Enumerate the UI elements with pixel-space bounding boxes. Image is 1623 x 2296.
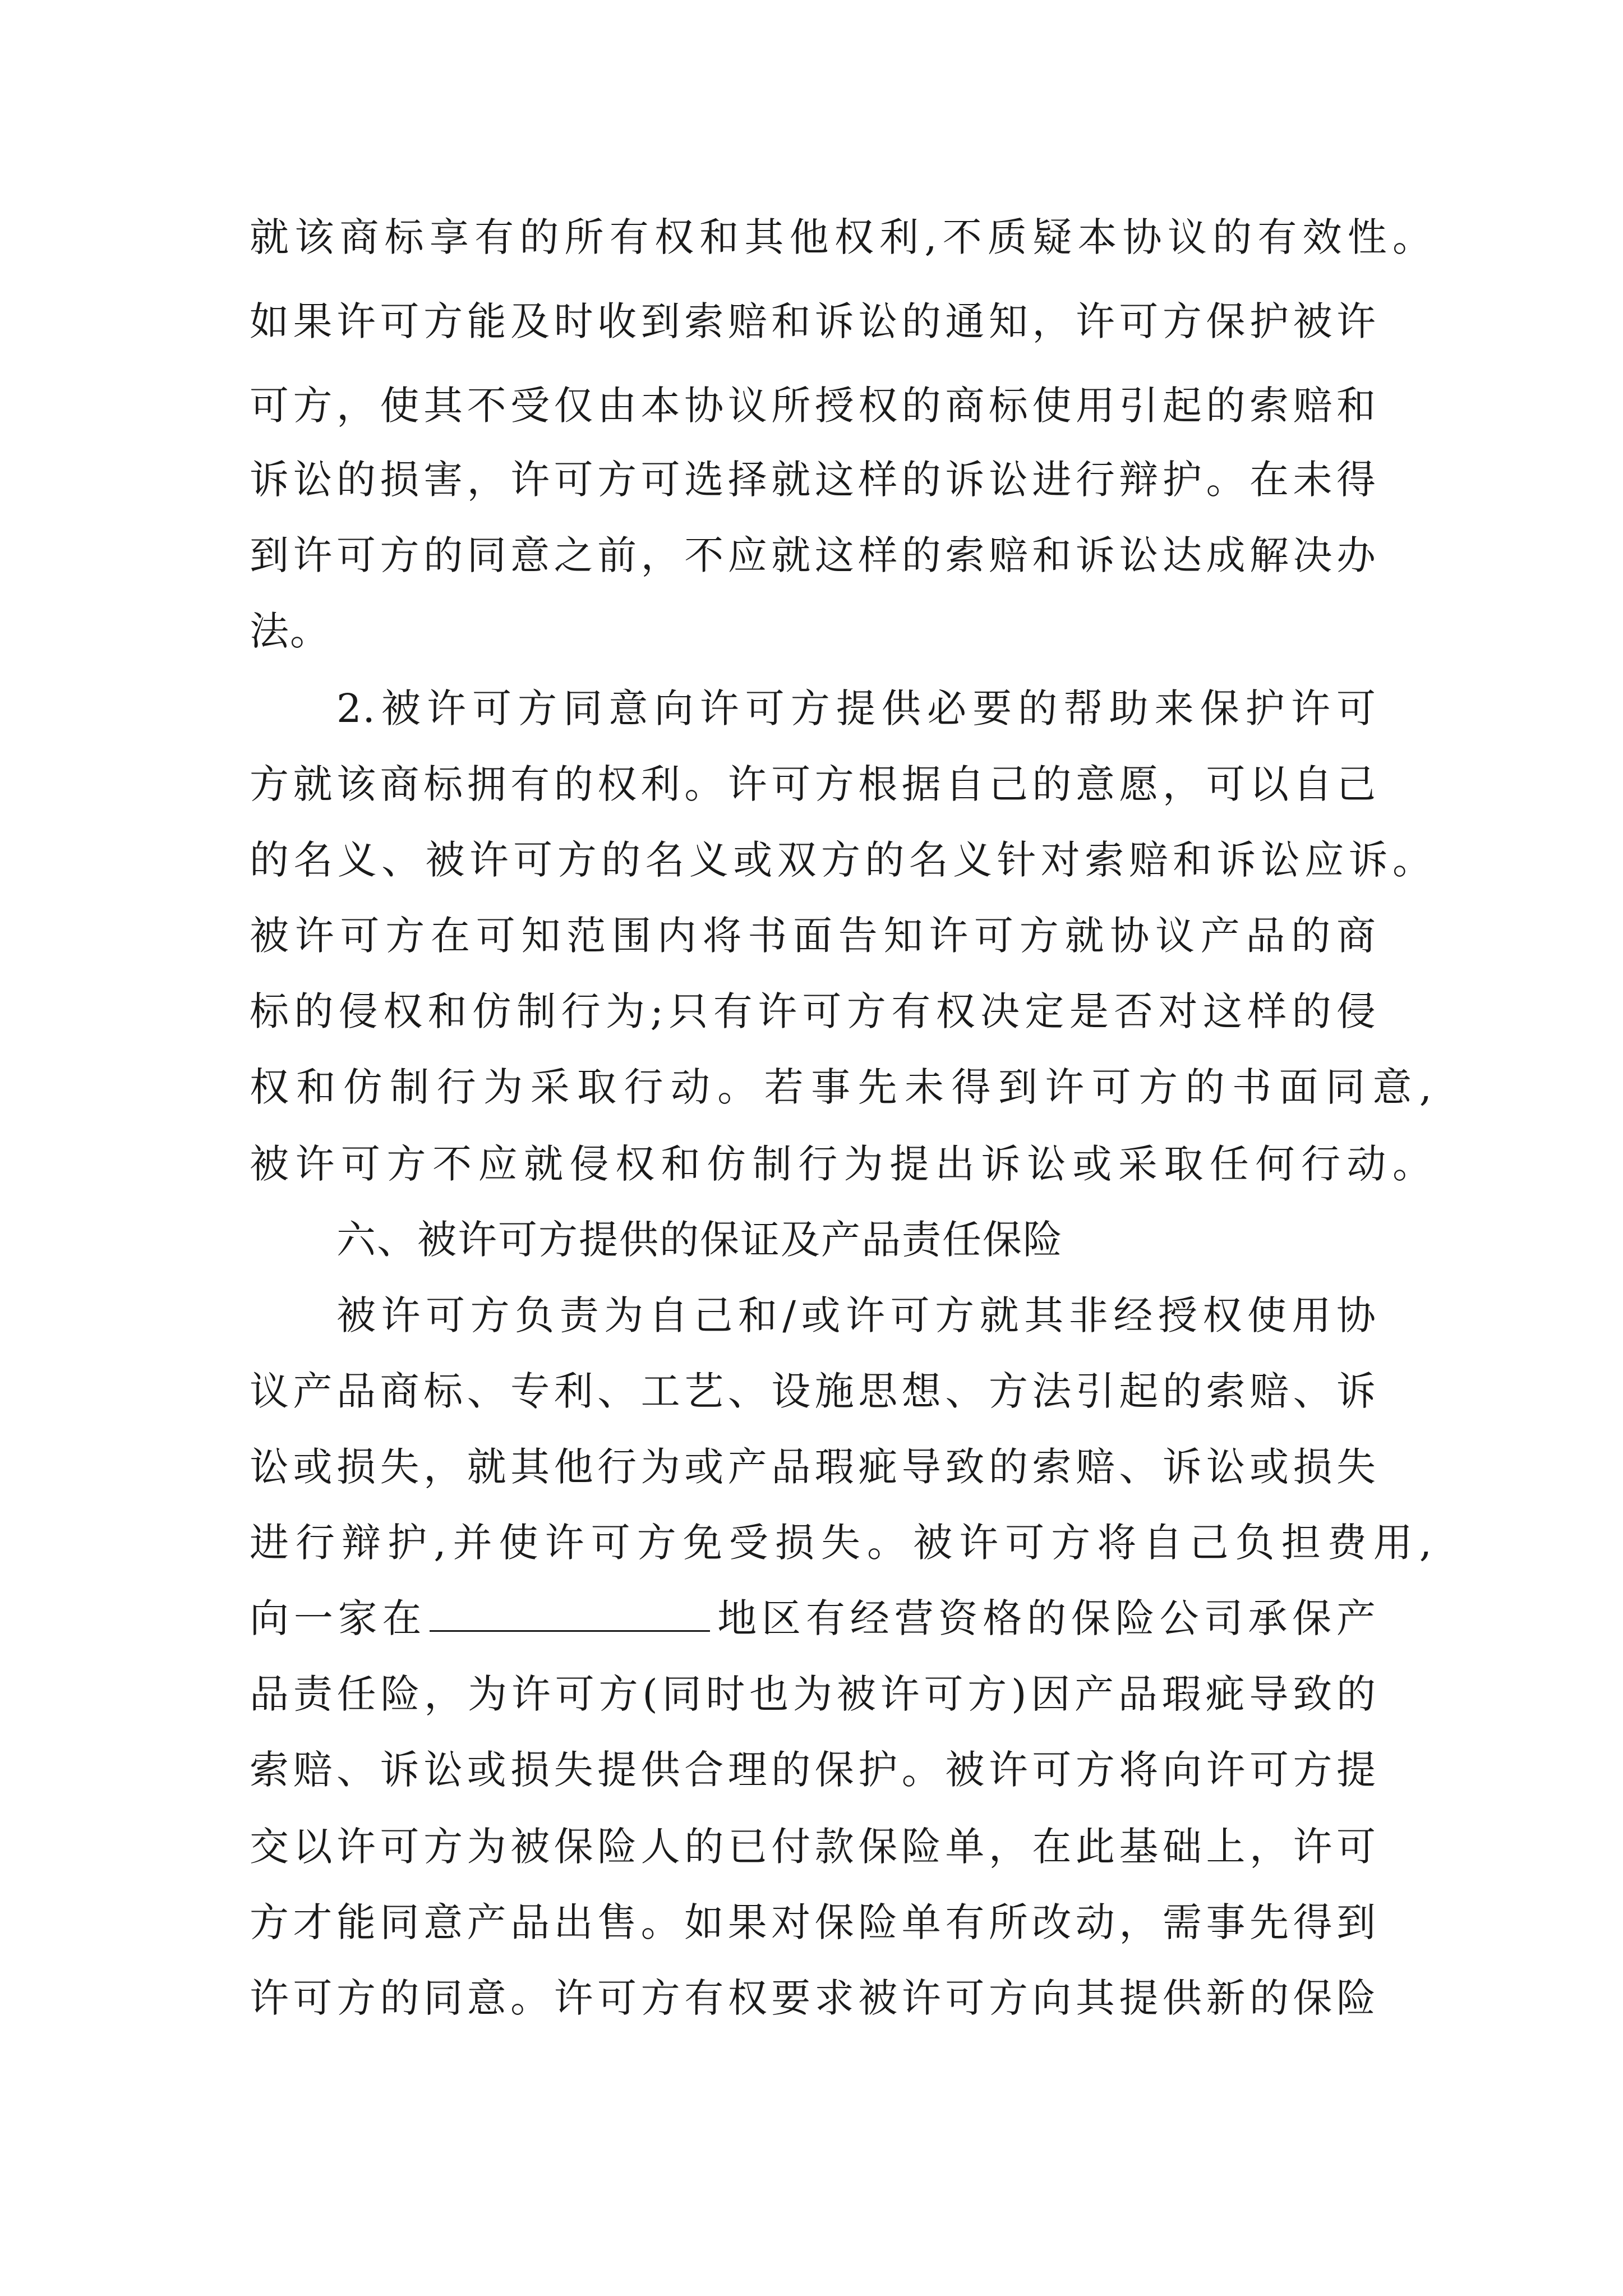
- clause-2-line-5: 标的侵权和仿制行为;只有许可方有权决定是否对这样的侵: [250, 988, 1377, 1034]
- clause-2-line-7: 被许可方不应就侵权和仿制行为提出诉讼或采取任何行动。: [250, 1141, 1433, 1187]
- body-line-2: 如果许可方能及时收到索赔和诉讼的通知，许可方保护被许: [250, 298, 1377, 344]
- body-line-3: 可方，使其不受仅由本协议所授权的商标使用引起的索赔和: [250, 383, 1377, 429]
- section-6-line-8: 交以许可方为被保险人的已付款保险单，在此基础上，许可: [250, 1824, 1377, 1870]
- clause-2-line-1: 2.被许可方同意向许可方提供必要的帮助来保护许可: [336, 685, 1377, 731]
- body-line-5: 到许可方的同意之前，不应就这样的索赔和诉讼达成解决办: [250, 532, 1377, 578]
- section-6-line-7: 索赔、诉讼或损失提供合理的保护。被许可方将向许可方提: [250, 1747, 1377, 1793]
- clause-2-line-2: 方就该商标拥有的权利。许可方根据自己的意愿，可以自己: [250, 761, 1377, 807]
- insurer-region-blank: [430, 1593, 710, 1632]
- section-6-line-9: 方才能同意产品出售。如果对保险单有所改动，需事先得到: [250, 1899, 1377, 1945]
- body-line-1: 就该商标享有的所有权和其他权利,不质疑本协议的有效性。: [250, 214, 1433, 260]
- clause-2-line-6: 权和仿制行为采取行动。若事先未得到许可方的书面同意,: [250, 1064, 1433, 1110]
- body-line-6: 法。: [250, 608, 330, 654]
- section-6-line-3: 讼或损失，就其他行为或产品瑕疵导致的索赔、诉讼或损失: [250, 1444, 1377, 1490]
- clause-2-line-4: 被许可方在可知范围内将书面告知许可方就协议产品的商: [250, 913, 1377, 959]
- section-6-heading: 六、被许可方提供的保证及产品责任保险: [336, 1217, 1063, 1263]
- insurer-line-suffix: 地区有经营资格的保险公司承保产: [713, 1595, 1377, 1641]
- section-6-line-6: 品责任险，为许可方(同时也为被许可方)因产品瑕疵导致的: [250, 1671, 1377, 1717]
- clause-2-line-3: 的名义、被许可方的名义或双方的名义针对索赔和诉讼应诉。: [250, 837, 1433, 883]
- section-6-line-10: 许可方的同意。许可方有权要求被许可方向其提供新的保险: [250, 1975, 1377, 2021]
- insurer-line-prefix: 向一家在: [250, 1595, 427, 1641]
- section-6-line-2: 议产品商标、专利、工艺、设施思想、方法引起的索赔、诉: [250, 1368, 1377, 1414]
- section-6-line-5: [250, 1588, 1377, 1649]
- section-6-line-1: 被许可方负责为自己和/或许可方就其非经授权使用协: [336, 1292, 1377, 1338]
- section-6-line-4: 进行辩护,并使许可方免受损失。被许可方将自己负担费用,: [250, 1520, 1433, 1566]
- body-line-4: 诉讼的损害，许可方可选择就这样的诉讼进行辩护。在未得: [250, 457, 1377, 503]
